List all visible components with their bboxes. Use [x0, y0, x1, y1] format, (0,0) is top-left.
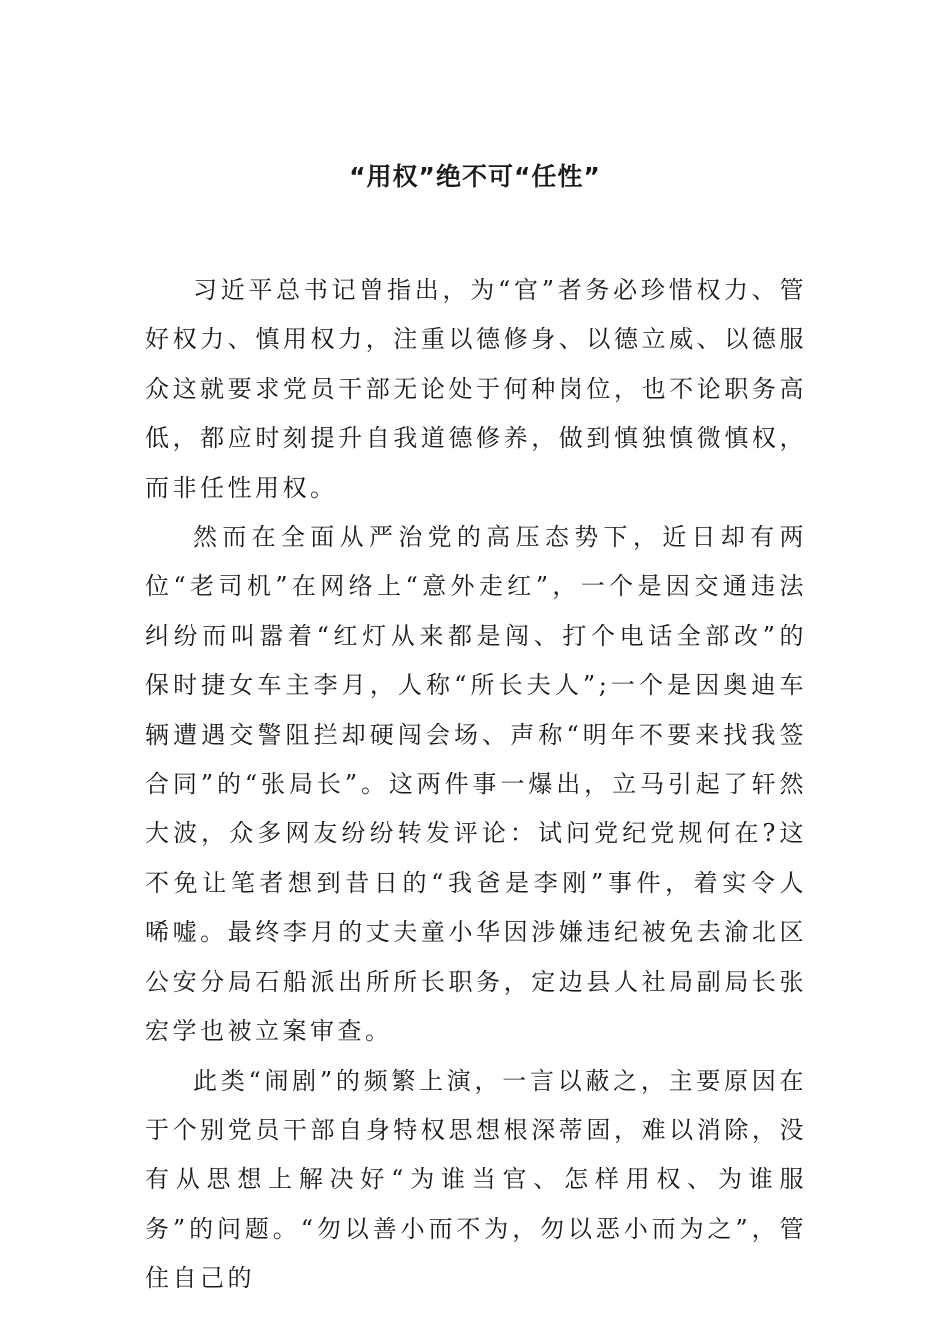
document-body	[145, 266, 807, 1304]
paragraph-2: 然而在全面从严治党的高压态势下，近日却有两位“老司机”在网络上“意外走红”，一个是因交通违法纠纷而叫嚣着“红灯从来都是闯、打个电话全部改”的保时捷女车主李月，人称“所长夫人”;一个是因奥迪车辆遭遇交警阻拦却硬闯会场、声称“明年不要来找我签合同”的“张局长”。这两件事一爆出，立马引起了轩然大波，众多网友纷纷转发评论：试问党纪党规何在?这不免让笔者想到昔日的“我爸是李刚”事件，着实令人唏嘘。最终李月的丈夫童小华因涉嫌违纪被免去渝北区公安分局石船派出所所长职务，定边县人社局副局长张宏学也被立案审查。	[145, 523, 807, 1046]
paragraph-1: 习近平总书记曾指出，为“官”者务必珍惜权力、管好权力、慎用权力，注重以德修身、以德立威、以德服众这就要求党员干部无论处于何种岗位，也不论职务高低，都应时刻提升自我道德修养，做到慎独慎微慎权，而非任性用权。	[145, 276, 807, 502]
document-title: “用权”绝不可“任性”	[349, 162, 601, 191]
paragraph-3: 此类“闹剧”的频繁上演，一言以蔽之，主要原因在于个别党员干部自身特权思想根深蒂固，难以消除，没有从思想上解决好“为谁当官、怎样用权、为谁服务”的问题。“勿以善小而不为，勿以恶小而为之”，管住自己的	[145, 1066, 807, 1293]
